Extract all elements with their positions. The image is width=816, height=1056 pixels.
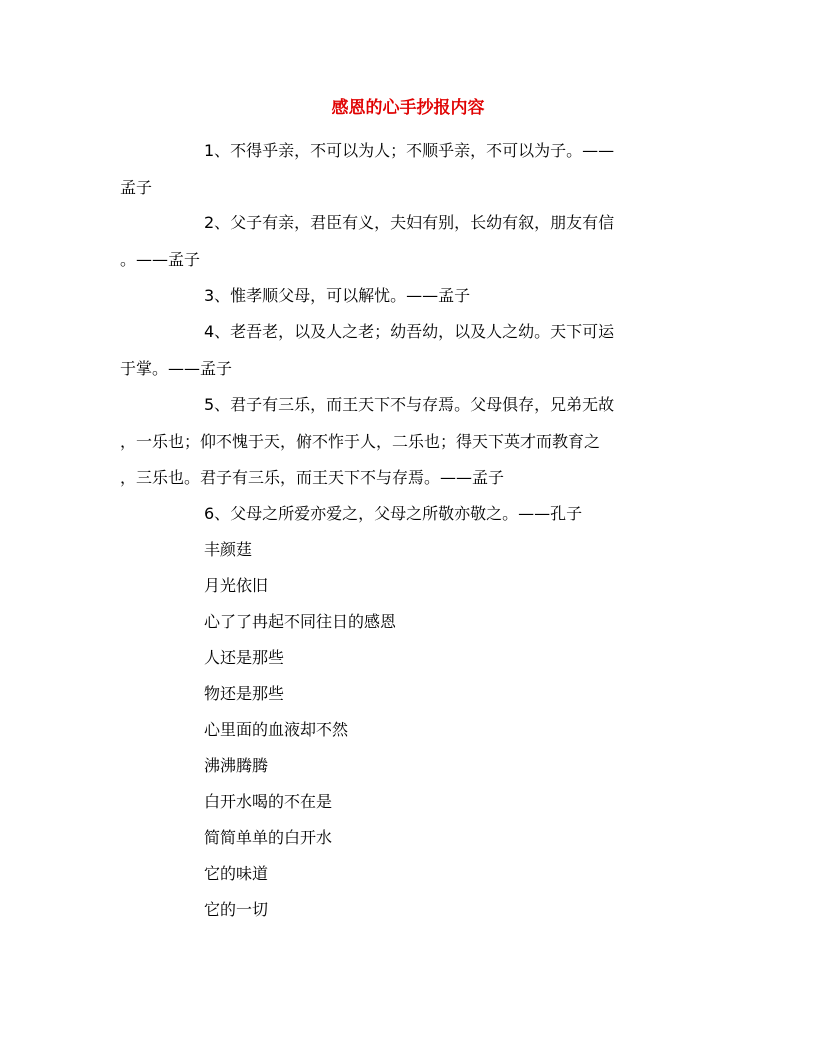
quote-3 xyxy=(120,278,680,315)
quote-6 xyxy=(120,496,680,533)
quote-5 xyxy=(120,387,680,497)
quote-line: 1、不得乎亲，不可以为人；不顺乎亲，不可以为子。—— xyxy=(204,141,615,160)
poem-line: 心了了冉起不同往日的感恩 xyxy=(204,612,397,631)
poem-line: 沸沸腾腾 xyxy=(204,756,269,775)
poem-line: 丰颜莛 xyxy=(204,540,253,559)
poem xyxy=(204,532,396,928)
poem-line: 人还是那些 xyxy=(204,648,285,667)
poem-line: 它的味道 xyxy=(204,864,269,883)
poem-line: 心里面的血液却不然 xyxy=(204,720,349,739)
poem-line: 白开水喝的不在是 xyxy=(204,792,333,811)
poem-line: 简简单单的白开水 xyxy=(204,828,333,847)
quote-4 xyxy=(120,314,680,387)
poem-line: 它的一切 xyxy=(204,900,269,919)
poem-line: 物还是那些 xyxy=(204,684,285,703)
quote-line: 4、老吾老，以及人之老；幼吾幼，以及人之幼。天下可运 xyxy=(204,322,615,341)
poem-line: 月光依旧 xyxy=(204,576,269,595)
quote-line: ，三乐也。君子有三乐，而王天下不与存焉。——孟子 xyxy=(120,468,505,487)
quote-line: 于掌。——孟子 xyxy=(120,358,233,378)
quote-line: 5、君子有三乐，而王天下不与存焉。父母俱存，兄弟无故 xyxy=(204,395,615,414)
quote-line: 。——孟子 xyxy=(120,249,201,269)
quote-line: ，一乐也；仰不愧于天，俯不怍于人，二乐也；得天下英才而教育之 xyxy=(120,431,601,451)
quote-line: 3、惟孝顺父母，可以解忧。——孟子 xyxy=(204,286,471,305)
quote-line: 6、父母之所爱亦爱之，父母之所敬亦敬之。——孔子 xyxy=(204,504,583,523)
quote-line: 2、父子有亲，君臣有义，夫妇有别，长幼有叙，朋友有信 xyxy=(204,213,615,232)
quote-2 xyxy=(120,205,680,278)
document-title: 感恩的心手抄报内容 xyxy=(331,98,485,118)
quote-1 xyxy=(120,133,680,206)
quote-line: 孟子 xyxy=(120,177,153,197)
